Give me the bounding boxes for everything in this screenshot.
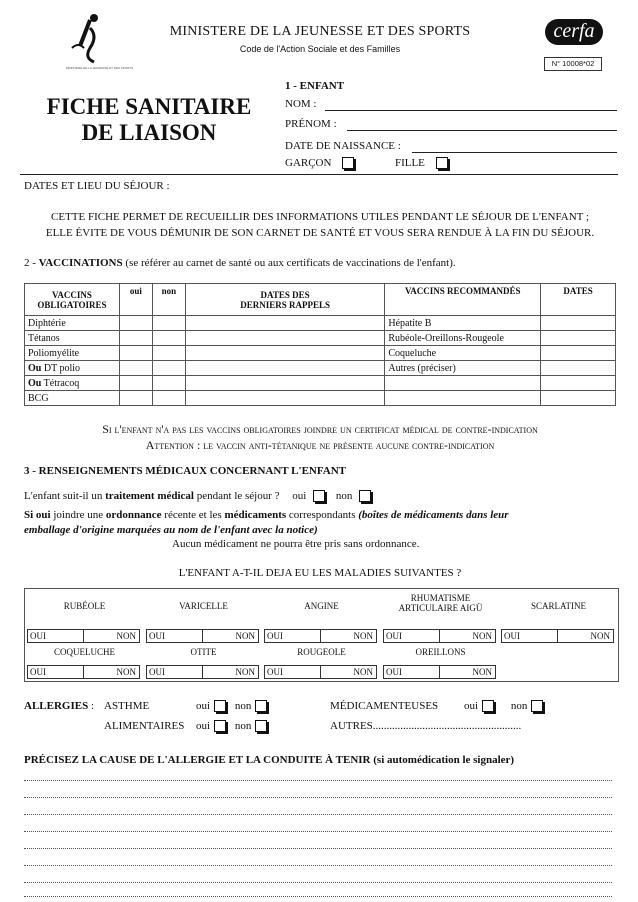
sexe-row xyxy=(285,157,448,169)
maladie-cell xyxy=(499,589,618,645)
alimentaires-choices xyxy=(196,720,267,732)
maladie-name: ROUGEOLE xyxy=(297,647,346,657)
oui-cell[interactable] xyxy=(119,316,152,331)
naissance-label: DATE DE NAISSANCE : xyxy=(285,140,401,152)
traitement-question xyxy=(24,490,371,502)
intro-line-2: ELLE ÉVITE DE VOUS DÉMUNIR DE SON CARNET DE SANTÉ ET VOUS SERA RENDUE À LA FIN DU SÉJOUR. xyxy=(45,227,595,239)
title-line-1: FICHE SANITAIRE xyxy=(46,94,252,119)
maladie-cell xyxy=(381,645,500,681)
vaccin-prefix: Ou xyxy=(28,377,42,389)
date-cell[interactable] xyxy=(541,346,616,361)
maladie-oui-box[interactable] xyxy=(27,629,84,643)
non-label: NON xyxy=(590,631,610,641)
non-label: NON xyxy=(472,667,492,677)
header-dates-rappels xyxy=(185,284,385,316)
maladie-non-box[interactable] xyxy=(320,629,377,643)
answer-line-1[interactable] xyxy=(24,780,612,781)
vaccin-obligatoire xyxy=(25,361,120,376)
answer-line-4[interactable] xyxy=(24,831,612,832)
header-non: non xyxy=(152,284,185,316)
maladie-cell xyxy=(262,589,381,645)
traitement-non-label: non xyxy=(335,490,353,502)
prenom-field[interactable] xyxy=(347,130,617,131)
vaccin-obligatoire xyxy=(25,391,120,406)
non-label: NON xyxy=(235,667,255,677)
answer-line-8[interactable] xyxy=(24,896,612,897)
alimentaires-non-label: non xyxy=(234,720,252,732)
ministry-title: MINISTERE DE LA JEUNESSE ET DES SPORTS xyxy=(169,24,471,39)
emballage-text: emballage d'origine marquées au nom de l'enfant avec la notice) xyxy=(24,524,318,536)
maladie-non-box[interactable] xyxy=(557,629,614,643)
si-oui-text xyxy=(24,508,624,538)
maladie-name-line2: ARTICULAIRE AIGÜ xyxy=(398,603,483,613)
ministry-logo xyxy=(60,8,150,68)
maladie-oui-box[interactable] xyxy=(383,629,440,643)
maladie-oui-box[interactable] xyxy=(383,665,440,679)
vaccinations-table xyxy=(24,283,616,406)
non-cell[interactable] xyxy=(152,391,185,406)
date-cell[interactable] xyxy=(541,331,616,346)
vaccin-recommande: Autres (préciser) xyxy=(385,361,541,376)
oui-label: OUI xyxy=(30,631,46,641)
maladie-oui-box[interactable] xyxy=(146,665,203,679)
header-dates-line1: DATES DES xyxy=(260,289,310,300)
vaccin-recommande: Hépatite B xyxy=(385,316,541,331)
traitement-pre: L'enfant suit-il un xyxy=(24,490,106,502)
alimentaires-label: ALIMENTAIRES xyxy=(104,720,185,732)
maladie-name: RUBÉOLE xyxy=(63,601,106,611)
allergies-line-1 xyxy=(24,700,624,712)
asthme-oui-checkbox[interactable] xyxy=(214,700,226,712)
allergies-line-2 xyxy=(24,720,624,736)
legal-code: Code de l'Action Sociale et des Familles xyxy=(239,44,401,54)
oui-cell[interactable] xyxy=(119,346,152,361)
medical-heading: 3 - RENSEIGNEMENTS MÉDICAUX CONCERNANT L'ENFANT xyxy=(24,465,346,477)
maladie-oui-box[interactable] xyxy=(264,629,321,643)
vaccin-obligatoire xyxy=(25,316,120,331)
medicamenteuses-oui-label: oui xyxy=(464,700,479,712)
si-oui-bold: Si oui xyxy=(24,509,51,521)
cerfa-logo: cerfa xyxy=(545,19,603,45)
header-oui: oui xyxy=(119,284,152,316)
traitement-oui-label: oui xyxy=(292,490,307,502)
maladie-non-box[interactable] xyxy=(202,665,259,679)
vaccin-row xyxy=(25,331,616,346)
si-oui-part1: joindre une xyxy=(50,509,106,521)
oui-label: OUI xyxy=(504,631,520,641)
maladie-non-box[interactable] xyxy=(439,629,496,643)
maladie-name: ANGINE xyxy=(304,601,339,611)
si-oui-part3: correspondants xyxy=(286,509,359,521)
date-cell[interactable] xyxy=(541,391,616,406)
non-cell[interactable] xyxy=(152,331,185,346)
maladie-name: SCARLATINE xyxy=(530,601,586,611)
answer-line-3[interactable] xyxy=(24,814,612,815)
answer-line-5[interactable] xyxy=(24,848,612,849)
maladie-oui-box[interactable] xyxy=(501,629,558,643)
fille-label: FILLE xyxy=(394,157,425,169)
logo-caption: MINISTERE DE LA JEUNESSE ET DES SPORTS xyxy=(66,66,134,70)
alimentaires-oui-label: oui xyxy=(196,720,211,732)
date-rappel-cell[interactable] xyxy=(185,391,385,406)
asthme-choices xyxy=(196,700,267,712)
vaccin-note-2: Attention : le vaccin anti-tétanique ne présente aucune contre-indication xyxy=(145,438,495,452)
maladie-cell xyxy=(262,645,381,681)
date-rappel-cell[interactable] xyxy=(185,346,385,361)
title-line-2: DE LIAISON xyxy=(81,120,217,145)
top-divider xyxy=(20,174,618,175)
prenom-label: PRÉNOM : xyxy=(285,118,337,130)
asthme-label: ASTHME xyxy=(104,700,150,712)
vaccin-note-1: Si l'enfant n'a pas les vaccins obligatoires joindre un certificat médical de contre-indication xyxy=(102,422,538,436)
medicaments-bold: médicaments xyxy=(224,509,287,521)
maladies-question: L'ENFANT A-T-IL DEJA EU LES MALADIES SUIVANTES ? xyxy=(178,567,462,579)
date-rappel-cell[interactable] xyxy=(185,361,385,376)
vaccin-recommande: Rubéole-Oreillons-Rougeole xyxy=(385,331,541,346)
answer-line-7[interactable] xyxy=(24,882,612,883)
medicamenteuses-non-checkbox[interactable] xyxy=(531,700,543,712)
alimentaires-non-checkbox[interactable] xyxy=(255,720,267,732)
medicamenteuses-non-label: non xyxy=(510,700,528,712)
non-label: NON xyxy=(235,631,255,641)
naissance-field[interactable] xyxy=(412,152,617,153)
oui-cell[interactable] xyxy=(119,361,152,376)
intro-text xyxy=(20,209,620,241)
vaccin-name: Diphtérie xyxy=(28,317,66,329)
oui-cell[interactable] xyxy=(119,331,152,346)
asthme-non-checkbox[interactable] xyxy=(255,700,267,712)
vaccin-obligatoire xyxy=(25,376,120,391)
date-cell[interactable] xyxy=(541,361,616,376)
vaccin-row xyxy=(25,361,616,376)
allergies-label: ALLERGIES xyxy=(24,700,89,712)
vaccin-recommande xyxy=(385,391,541,406)
page-title xyxy=(24,94,274,146)
maladie-name: RHUMATISME xyxy=(410,593,471,603)
vaccin-row xyxy=(25,316,616,331)
maladie-non-box[interactable] xyxy=(83,665,140,679)
allergies-colon: : xyxy=(88,700,95,712)
traitement-post: pendant le séjour ? xyxy=(194,490,280,502)
vaccin-obligatoire xyxy=(25,346,120,361)
enfant-section-title: 1 - ENFANT xyxy=(285,80,345,92)
intro-line-1: CETTE FICHE PERMET DE RECUEILLIR DES INFORMATIONS UTILES PENDANT LE SÉJOUR DE L'ENFANT ; xyxy=(50,211,590,223)
date-rappel-cell[interactable] xyxy=(185,331,385,346)
answer-line-2[interactable] xyxy=(24,797,612,798)
maladie-cell xyxy=(25,589,144,645)
maladie-oui-box[interactable] xyxy=(146,629,203,643)
date-cell[interactable] xyxy=(541,376,616,391)
non-label: NON xyxy=(116,667,136,677)
maladie-cell xyxy=(144,645,263,681)
header-oblig-line2: OBLIGATOIRES xyxy=(37,299,107,310)
traitement-non-checkbox[interactable] xyxy=(359,490,371,502)
garcon-label: GARÇON xyxy=(285,157,332,169)
header-oblig-line1: VACCINS xyxy=(52,289,92,300)
asthme-non-label: non xyxy=(234,700,252,712)
non-cell[interactable] xyxy=(152,376,185,391)
vaccin-row xyxy=(25,376,616,391)
maladie-cell xyxy=(381,589,500,645)
date-rappel-cell[interactable] xyxy=(185,376,385,391)
aucun-medicament: Aucun médicament ne pourra être pris sans ordonnance. xyxy=(172,538,420,550)
maladie-name: COQUELUCHE xyxy=(54,647,115,657)
oui-label: OUI xyxy=(386,631,402,641)
vaccinations-note: (se référer au carnet de santé ou aux certificats de vaccinations de l'enfant). xyxy=(122,257,456,269)
vaccinations-num: 2 - xyxy=(24,257,39,269)
si-oui-part2: récente et les xyxy=(161,509,225,521)
vaccin-name: Poliomyélite xyxy=(28,347,80,359)
fille-checkbox[interactable] xyxy=(436,157,448,169)
non-label: NON xyxy=(472,631,492,641)
maladie-cell xyxy=(144,589,263,645)
sejour-label: DATES ET LIEU DU SÉJOUR : xyxy=(24,180,170,192)
traitement-bold: traitement médical xyxy=(105,490,194,502)
header-dates-line2: DERNIERS RAPPELS xyxy=(240,299,330,310)
header-vaccins-recommandes: VACCINS RECOMMANDÉS xyxy=(385,284,541,316)
vaccin-recommande: Coqueluche xyxy=(385,346,541,361)
oui-cell[interactable] xyxy=(119,376,152,391)
nom-label: NOM : xyxy=(285,98,317,110)
answer-line-6[interactable] xyxy=(24,865,612,866)
boites-text: (boîtes de médicaments dans leur xyxy=(358,509,509,521)
non-cell[interactable] xyxy=(152,316,185,331)
oui-label: OUI xyxy=(267,631,283,641)
maladie-non-box[interactable] xyxy=(83,629,140,643)
vaccin-name: BCG xyxy=(28,392,49,404)
vaccin-recommande xyxy=(385,376,541,391)
non-label: NON xyxy=(353,667,373,677)
maladie-non-box[interactable] xyxy=(439,665,496,679)
vaccin-row xyxy=(25,346,616,361)
medicamenteuses-label: MÉDICAMENTEUSES xyxy=(330,700,439,712)
vaccinations-heading xyxy=(24,257,456,269)
non-cell[interactable] xyxy=(152,346,185,361)
form-number: N° 10008*02 xyxy=(544,57,602,71)
maladies-row-2 xyxy=(25,645,618,681)
non-label: NON xyxy=(116,631,136,641)
header-vaccins-obligatoires xyxy=(25,284,120,316)
oui-label: OUI xyxy=(149,667,165,677)
oui-cell[interactable] xyxy=(119,391,152,406)
vaccin-name: Tétanos xyxy=(28,332,60,344)
vaccinations-title: VACCINATIONS xyxy=(38,257,123,269)
precisez-heading: PRÉCISEZ LA CAUSE DE L'ALLERGIE ET LA CONDUITE À TENIR (si automédication le signaler) xyxy=(24,754,515,766)
vaccin-name: DT polio xyxy=(41,362,81,374)
autres-field[interactable]: AUTRES...................................................... xyxy=(330,720,522,732)
maladie-cell xyxy=(25,645,144,681)
ordonnance-bold: ordonnance xyxy=(105,509,162,521)
maladie-oui-box[interactable] xyxy=(264,665,321,679)
medicamenteuses-oui-checkbox[interactable] xyxy=(482,700,494,712)
maladies-grid xyxy=(24,588,619,682)
maladie-name: VARICELLE xyxy=(179,601,228,611)
oui-label: OUI xyxy=(386,667,402,677)
maladie-non-box[interactable] xyxy=(202,629,259,643)
maladie-name: OREILLONS xyxy=(415,647,466,657)
non-cell[interactable] xyxy=(152,361,185,376)
oui-label: OUI xyxy=(30,667,46,677)
alimentaires-oui-checkbox[interactable] xyxy=(214,720,226,732)
maladie-oui-box[interactable] xyxy=(27,665,84,679)
asthme-oui-label: oui xyxy=(196,700,211,712)
garcon-checkbox[interactable] xyxy=(342,157,354,169)
nom-field[interactable] xyxy=(325,110,617,111)
maladie-name: OTITE xyxy=(190,647,217,657)
header-dates: DATES xyxy=(541,284,616,316)
oui-label: OUI xyxy=(149,631,165,641)
vaccin-prefix: Ou xyxy=(28,362,42,374)
vaccin-obligatoire xyxy=(25,331,120,346)
date-cell[interactable] xyxy=(541,316,616,331)
vaccin-name: Tétracoq xyxy=(41,377,80,389)
maladie-non-box[interactable] xyxy=(320,665,377,679)
traitement-oui-checkbox[interactable] xyxy=(313,490,325,502)
non-label: NON xyxy=(353,631,373,641)
date-rappel-cell[interactable] xyxy=(185,316,385,331)
vaccin-row xyxy=(25,391,616,406)
oui-label: OUI xyxy=(267,667,283,677)
medicamenteuses-choices xyxy=(464,700,543,712)
maladies-row-1 xyxy=(25,589,618,645)
